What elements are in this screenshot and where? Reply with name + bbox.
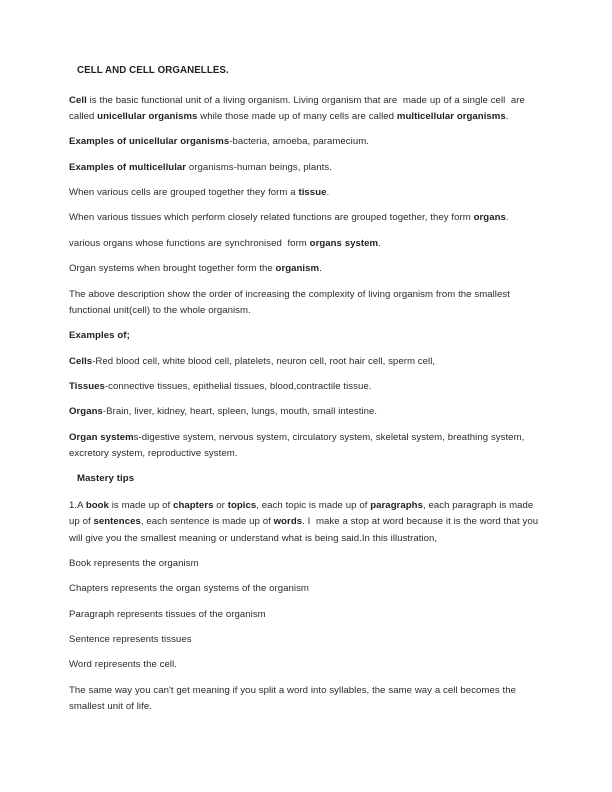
text-run: When various tissues which perform closely related functions are grouped together, they form — [69, 212, 474, 224]
text-run: is the basic functional unit of a living organism. Living organism that are made up of a single cell are called — [69, 94, 528, 122]
bold-run: unicellular organisms — [97, 110, 198, 122]
paragraph-tissues-list — [69, 379, 545, 395]
text-run: . I make a stop at word because it is the word that you will give you the smallest meaning or understand what is being said.In this illustration, — [69, 516, 541, 544]
bold-run: chapters — [173, 500, 214, 512]
document-blocks — [69, 93, 545, 716]
text-run: is made up of — [108, 500, 174, 512]
text-run: . — [326, 187, 330, 199]
text-run: . — [505, 212, 509, 224]
bold-run: topics — [227, 500, 257, 512]
text-run: Organ systems when brought together form the — [69, 263, 276, 275]
text-run: 1.A — [69, 500, 86, 512]
text-run: while those made up of many cells are called — [197, 110, 397, 122]
paragraph-chapters-represents — [69, 581, 545, 597]
document-body — [69, 63, 545, 715]
text-run: -Red blood cell, white blood cell, platelets, neuron cell, root hair cell, sperm cell, — [92, 355, 436, 367]
paragraph-cell-definition — [69, 93, 545, 125]
bold-run: Organ system — [69, 431, 134, 443]
bold-run: Cell — [69, 94, 87, 106]
text-run: , each topic is made up of — [256, 500, 371, 512]
text-run: Book represents the organism — [69, 557, 199, 569]
bold-run: multicellular organisms — [396, 110, 506, 122]
paragraph-paragraph-represents — [69, 607, 545, 623]
bold-run: Tissues — [69, 381, 105, 393]
text-run: -Brain, liver, kidney, heart, spleen, lungs, mouth, small intestine. — [102, 406, 378, 418]
text-run: Paragraph represents tissues of the organism — [69, 608, 266, 620]
paragraph-book-represents — [69, 556, 545, 572]
bold-run: organism — [275, 263, 320, 275]
paragraph-organs-list — [69, 404, 545, 420]
paragraph-organism — [69, 261, 545, 277]
paragraph-closing-syllables — [69, 683, 545, 715]
bold-run: Examples of; — [69, 330, 130, 342]
text-run: . — [378, 237, 381, 249]
bold-run: organs system — [309, 237, 379, 249]
text-run: The same way you can't get meaning if you split a word into syllables, the same way a cell becomes the smallest unit of life. — [69, 684, 519, 713]
paragraph-sentence-represents — [69, 632, 545, 648]
bold-run: tissue — [298, 187, 327, 199]
text-run: -connective tissues, epithelial tissues, blood,contractile tissue. — [104, 381, 372, 393]
paragraph-complexity-order — [69, 287, 545, 319]
bold-run: book — [85, 500, 109, 512]
text-run: Chapters represents the organ systems of the organism — [69, 583, 309, 595]
paragraph-examples-unicellular — [69, 134, 545, 150]
paragraph-mastery-tip-1 — [69, 498, 545, 547]
bold-run: paragraphs — [370, 500, 423, 512]
text-run: s-digestive system, nervous system, circulatory system, skeletal system, breathing system, excretory system, reproductive system. — [69, 431, 528, 459]
bold-run: Organs — [69, 406, 103, 418]
bold-run: Examples of multicellular — [69, 161, 187, 173]
page-title: CELL AND CELL ORGANELLES. — [77, 65, 229, 76]
text-run: , each paragraph is made up of — [69, 500, 537, 528]
bold-run: organs — [473, 212, 506, 224]
bold-run: Examples of unicellular organisms — [69, 136, 230, 148]
text-run: -bacteria, amoeba, paramecium. — [229, 136, 369, 148]
text-run: various organs whose functions are synchronised form — [69, 237, 310, 249]
paragraph-word-represents — [69, 657, 545, 673]
paragraph-organs-system — [69, 236, 545, 252]
heading-mastery-tips — [69, 471, 545, 487]
text-run: When various cells are grouped together they form a — [69, 187, 299, 199]
bold-run: Cells — [69, 355, 93, 367]
paragraph-cells-list — [69, 354, 545, 370]
paragraph-organs — [69, 210, 545, 226]
paragraph-examples-multicellular — [69, 160, 545, 176]
text-run: Sentence represents tissues — [69, 634, 192, 646]
text-run: or — [213, 500, 228, 512]
bold-run: words — [273, 516, 303, 528]
text-run: organisms-human beings, plants. — [186, 161, 332, 173]
bold-run: Mastery tips — [77, 473, 135, 485]
text-run: . — [319, 263, 322, 275]
text-run: . — [505, 110, 509, 122]
text-run: Word represents the cell. — [69, 659, 177, 671]
text-run: The above description show the order of increasing the complexity of living organism from the smallest functional unit(cell) to the whole organism. — [69, 288, 513, 316]
paragraph-organ-systems-list — [69, 430, 545, 462]
heading-examples-of — [69, 328, 545, 344]
paragraph-tissue — [69, 185, 545, 201]
text-run: , each sentence is made up of — [140, 516, 274, 528]
bold-run: sentences — [93, 516, 141, 528]
